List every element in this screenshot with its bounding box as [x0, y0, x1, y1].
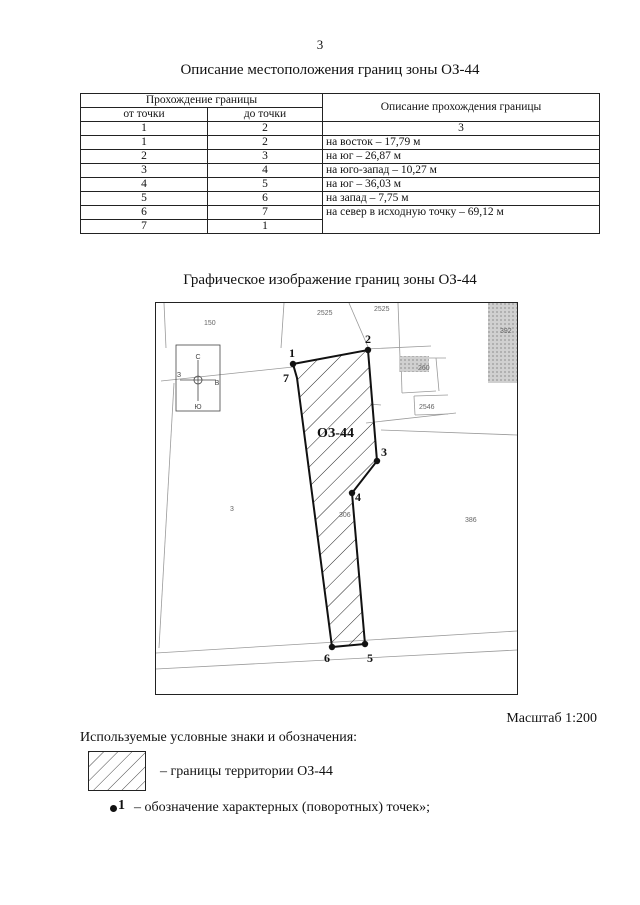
table-index-row: 1 2 3	[81, 122, 600, 136]
table-row: 5 6 на запад – 7,75 м	[81, 192, 600, 206]
legend-point-number: 1	[118, 798, 125, 813]
compass-north: С	[195, 354, 201, 361]
boundary-point	[365, 347, 371, 353]
parcel-label: 3	[230, 506, 234, 513]
parcel-label: 392	[500, 328, 512, 335]
boundary-point	[290, 361, 296, 367]
zone-map-drawing	[156, 303, 517, 694]
point-marker-icon	[110, 805, 117, 812]
compass-west: З	[176, 372, 182, 379]
legend-item-points: – обозначение характерных (поворотных) точек»;	[134, 800, 431, 815]
map-scale: Масштаб 1:200	[506, 711, 597, 726]
parcel-label: 2525	[317, 310, 333, 317]
parcel-label: 150	[204, 320, 216, 327]
point-label-4: 4	[355, 490, 361, 504]
point-label-6: 6	[324, 651, 330, 665]
table-row: 4 5 на юг – 36,03 м	[81, 178, 600, 192]
point-label-1: 1	[289, 346, 295, 360]
point-label-7: 7	[283, 371, 289, 385]
legend-hatch-icon	[88, 751, 146, 791]
table-row: 7 1	[81, 220, 600, 234]
zone-label: ОЗ-44	[317, 426, 354, 441]
compass-south: Ю	[194, 404, 202, 411]
parcel-label: 260	[418, 365, 430, 372]
parcel-label: 2525	[374, 306, 390, 313]
boundary-table	[80, 93, 600, 234]
compass-east: В	[214, 380, 220, 387]
zone-map	[155, 302, 518, 695]
table-row: 1 2 на восток – 17,79 м	[81, 136, 600, 150]
point-label-5: 5	[367, 651, 373, 665]
page-number: 3	[316, 37, 324, 52]
table-header-desc: Описание прохождения границы	[323, 94, 600, 122]
boundary-point	[329, 644, 335, 650]
parcel-label: 2546	[419, 404, 435, 411]
legend-item-boundary: – границы территории ОЗ-44	[160, 764, 333, 779]
boundary-point	[362, 641, 368, 647]
built-area-shading	[488, 303, 517, 383]
table-header-to: до точки	[208, 108, 323, 122]
table-row: 6 7 на север в исходную точку – 69,12 м	[81, 206, 600, 220]
point-label-3: 3	[381, 445, 387, 459]
legend-title: Используемые условные знаки и обозначения:	[80, 730, 358, 745]
boundary-point	[374, 458, 380, 464]
table-header-from: от точки	[81, 108, 208, 122]
section-title-description: Описание местоположения границ зоны ОЗ-44	[180, 62, 480, 78]
point-label-2: 2	[365, 332, 371, 346]
table-row: 3 4 на юго-запад – 10,27 м	[81, 164, 600, 178]
section-title-graphic: Графическое изображение границ зоны ОЗ-44	[183, 272, 477, 288]
parcel-label: 386	[465, 517, 477, 524]
table-header-group: Прохождение границы	[81, 94, 323, 108]
table-row: 2 3 на юг – 26,87 м	[81, 150, 600, 164]
zone-polygon	[293, 350, 377, 647]
